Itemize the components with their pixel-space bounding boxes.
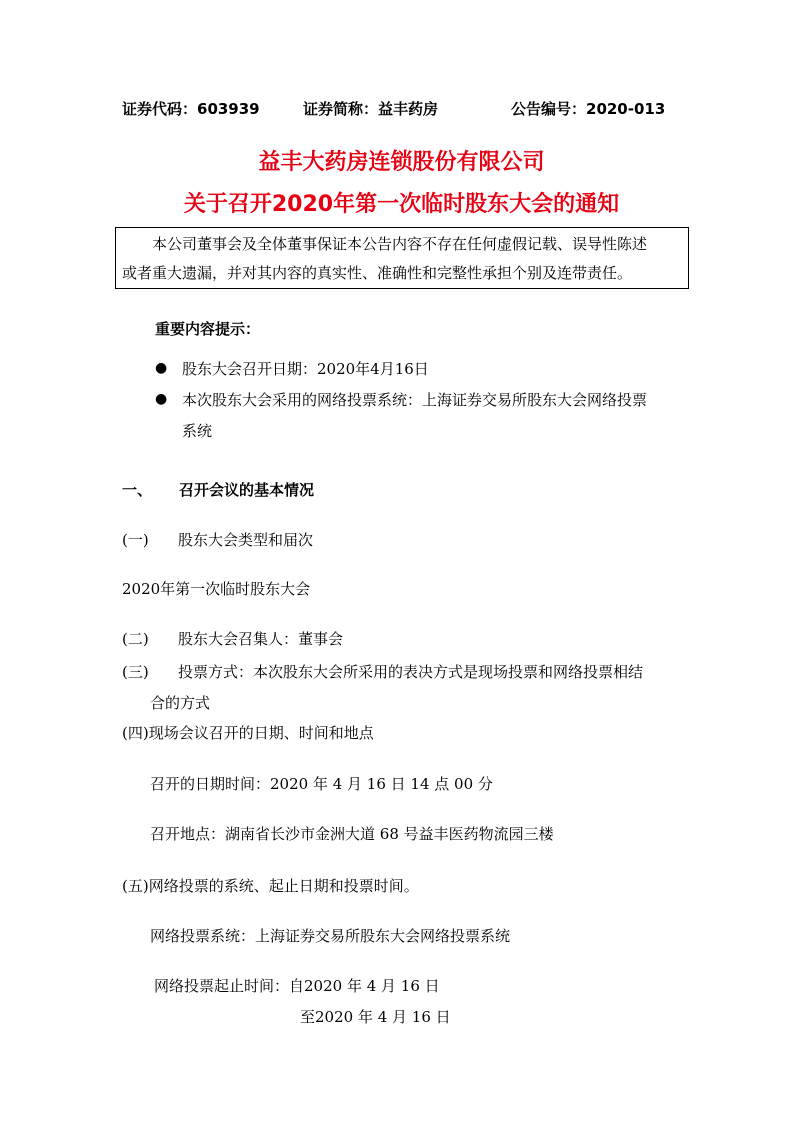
highlight-item-cont: 系统	[182, 422, 213, 440]
highlights-heading: 重要内容提示：	[155, 320, 261, 338]
section-number: 一、	[122, 481, 153, 499]
item-number: (二)	[122, 630, 149, 648]
stock-code: 证券代码：603939	[122, 100, 260, 118]
declaration-line-2: 或者重大遗漏，并对其内容的真实性、准确性和完整性承担个别及连带责任。	[122, 264, 633, 282]
item-text: (四)现场会议召开的日期、时间和地点	[122, 724, 374, 742]
item-text: 股东大会召集人：董事会	[178, 630, 344, 648]
item-text: (五)网络投票的系统、起止日期和投票时间。	[122, 877, 419, 895]
item-number: (一)	[122, 531, 149, 549]
notice-title: 关于召开2020年第一次临时股东大会的通知	[183, 192, 620, 217]
declaration-line-1: 本公司董事会及全体董事保证本公告内容不存在任何虚假记载、误导性陈述	[152, 235, 648, 253]
voting-start: 网络投票起止时间：自2020 年 4 月 16 日	[154, 977, 440, 995]
stock-name: 证券简称：益丰药房	[303, 100, 439, 118]
notice-number: 公告编号：2020-013	[511, 100, 666, 118]
bullet-icon: ●	[155, 360, 168, 376]
voting-system: 网络投票系统：上海证券交易所股东大会网络投票系统	[150, 927, 511, 945]
meeting-time: 召开的日期时间：2020 年 4 月 16 日 14 点 00 分	[150, 775, 493, 793]
company-title: 益丰大药房连锁股份有限公司	[258, 150, 545, 175]
item-text-cont: 合的方式	[150, 694, 211, 712]
section-heading: 召开会议的基本情况	[179, 481, 315, 499]
item-text: 投票方式：本次股东大会所采用的表决方式是现场投票和网络投票相结	[178, 663, 644, 681]
meeting-type: 2020年第一次临时股东大会	[122, 580, 311, 598]
item-text: 股东大会类型和届次	[178, 531, 314, 549]
item-number: (三)	[122, 663, 149, 681]
highlight-item: 股东大会召开日期：2020年4月16日	[182, 360, 429, 378]
voting-end: 至2020 年 4 月 16 日	[300, 1008, 451, 1026]
meeting-place: 召开地点：湖南省长沙市金洲大道 68 号益丰医药物流园三楼	[150, 825, 554, 843]
bullet-icon: ●	[155, 391, 168, 407]
highlight-item: 本次股东大会采用的网络投票系统：上海证券交易所股东大会网络投票	[182, 391, 648, 409]
